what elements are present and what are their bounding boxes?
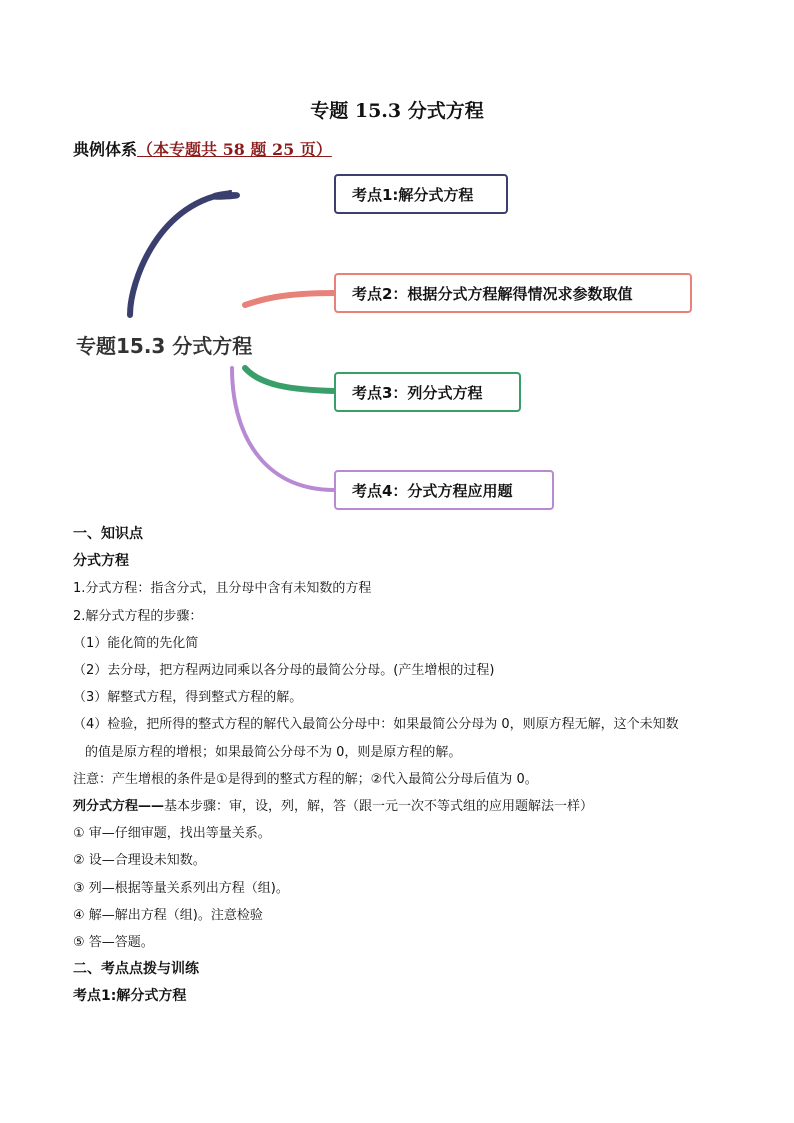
section-heading-2: 二、考点点拨与训练 <box>73 961 199 978</box>
step-item: （4）检验，把所得的整式方程的解代入最简公分母中：如果最简公分母为 0，则原方程无解，这个未知数 <box>73 717 679 733</box>
list-heading-rest: 基本步骤：审，设，列，解，答（跟一元一次不等式组的应用题解法一样） <box>164 799 594 815</box>
step-item: （3）解整式方程，得到整式方程的解。 <box>73 690 303 706</box>
node-label: 考点1:解分式方程 <box>352 185 474 204</box>
list-heading-bold: 列分式方程—— <box>73 799 165 815</box>
mindmap-node-2 <box>334 273 692 313</box>
list-heading <box>73 793 733 820</box>
system-paren: （本专题共 58 题 25 页） <box>137 140 332 159</box>
step-item: （2）去分母，把方程两边同乘以各分母的最简公分母。(产生增根的过程) <box>73 663 495 679</box>
list-item: ④ 解—解出方程（组)。注意检验 <box>73 907 263 923</box>
mindmap-node-1 <box>334 174 508 214</box>
page-title: 专题 15.3 分式方程 <box>310 100 484 122</box>
list-item: ② 设—合理设未知数。 <box>73 853 206 869</box>
branch-1 <box>130 193 237 315</box>
step-item: （1）能化简的先化简 <box>73 635 199 651</box>
system-label: 典例体系 <box>73 140 138 159</box>
sub-heading: 分式方程 <box>73 553 129 570</box>
node-label: 考点4：分式方程应用题 <box>352 481 513 500</box>
node-label: 考点2：根据分式方程解得情况求参数取值 <box>352 284 633 303</box>
list-item: ① 审—仔细审题，找出等量关系。 <box>73 826 271 842</box>
list-item: ③ 列—根据等量关系列出方程（组)。 <box>73 880 289 896</box>
list-item: ⑤ 答—答题。 <box>73 935 154 951</box>
knowledge-content <box>73 521 733 1011</box>
mindmap-root: 专题15.3 分式方程 <box>76 334 253 358</box>
paragraph: 1.分式方程：指含分式，且分母中含有未知数的方程 <box>73 581 372 597</box>
kaodian-heading: 考点1:解分式方程 <box>73 988 187 1005</box>
step-item-continued: 的值是原方程的增根；如果最简公分母不为 0，则是原方程的解。 <box>85 744 462 760</box>
system-heading <box>73 137 332 160</box>
branch-2 <box>245 293 335 305</box>
mindmap-node-4 <box>334 470 554 510</box>
note: 注意：产生增根的条件是①是得到的整式方程的解；②代入最简公分母后值为 0。 <box>73 771 538 787</box>
section-heading-1: 一、知识点 <box>73 526 143 542</box>
mindmap-node-3 <box>334 372 521 412</box>
branch-3 <box>245 368 335 391</box>
paragraph: 2.解分式方程的步骤： <box>73 608 203 624</box>
node-label: 考点3：列分式方程 <box>352 383 483 402</box>
